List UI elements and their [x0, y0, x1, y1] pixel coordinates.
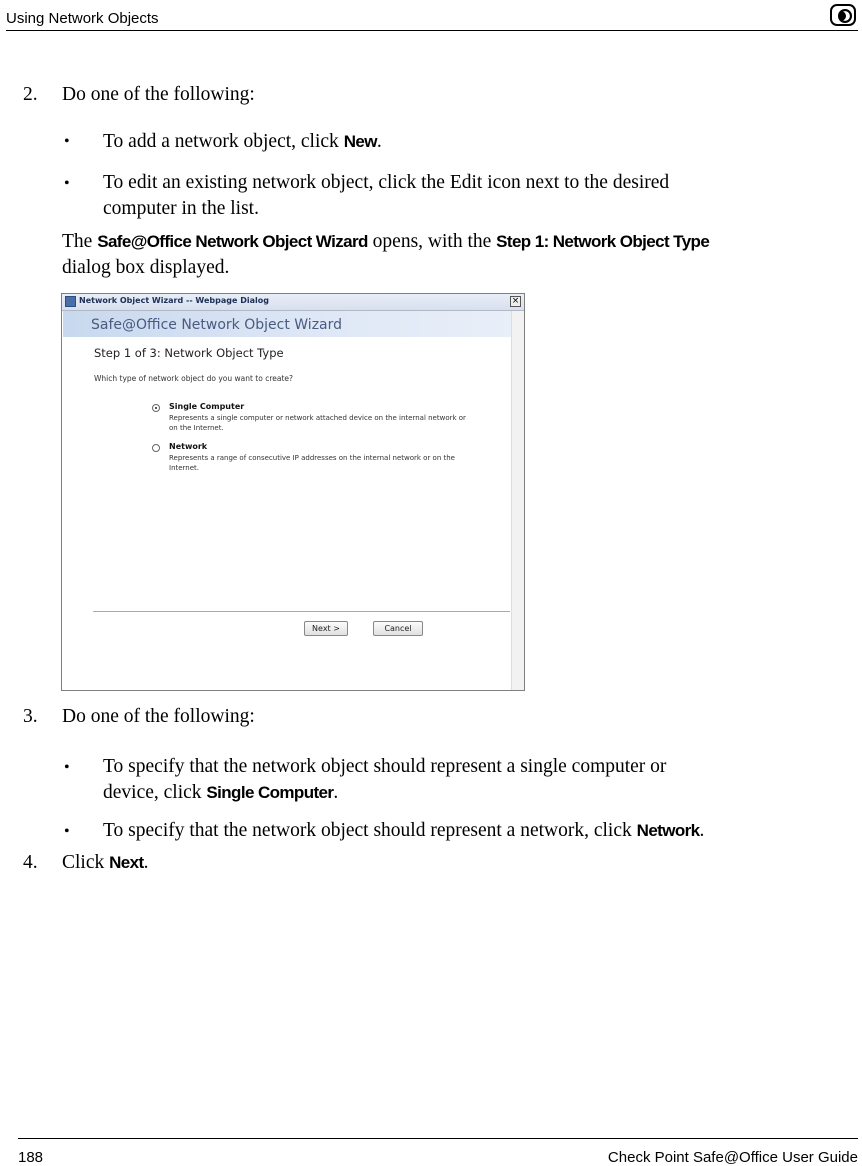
- ui-term-step1: Step 1: Network Object Type: [496, 232, 710, 251]
- guide-title: Check Point Safe@Office User Guide: [607, 1149, 858, 1166]
- step-number: 3.: [23, 706, 38, 727]
- option-title-network[interactable]: Network: [169, 442, 208, 451]
- bullet-icon: •: [64, 823, 70, 840]
- bullet-text: [103, 818, 853, 844]
- text-run: opens, with the: [367, 231, 497, 252]
- bullet-icon: •: [64, 133, 70, 150]
- wizard-step-title: Step 1 of 3: Network Object Type: [94, 346, 284, 360]
- dialog-titlebar: [62, 294, 524, 311]
- ui-term-next: Next: [109, 853, 144, 872]
- next-button[interactable]: Next >: [304, 621, 348, 636]
- text-run: To specify that the network object should represent a network, click: [103, 820, 637, 841]
- text-line: [62, 229, 852, 255]
- option-desc-network: Represents a range of consecutive IP addresses on the internal network or on the Internet.: [169, 454, 455, 472]
- text-line: computer in the list.: [103, 198, 259, 219]
- step-text: Do one of the following:: [62, 706, 255, 727]
- step-number: 2.: [23, 84, 38, 105]
- step-text: Do one of the following:: [62, 84, 255, 105]
- wizard-note: [62, 229, 852, 281]
- text-run: .: [376, 131, 382, 152]
- wizard-banner: [63, 311, 512, 337]
- text-run: To add a network object, click: [103, 131, 344, 152]
- cancel-button[interactable]: Cancel: [373, 621, 423, 636]
- bullet-text: [103, 754, 843, 806]
- close-icon[interactable]: ×: [511, 296, 520, 306]
- check-point-logo-icon: [830, 4, 856, 26]
- text-run: device, click: [103, 782, 207, 803]
- ui-term-wizard: Safe@Office Network Object Wizard: [97, 232, 368, 251]
- option-desc-single-computer: Represents a single computer or network attached device on the internal network or on the Internet.: [169, 414, 466, 432]
- text-run: Click: [62, 852, 110, 873]
- wizard-banner-title: Safe@Office Network Object Wizard: [91, 317, 343, 333]
- ui-term-network: Network: [636, 821, 700, 840]
- page-footer: [18, 1138, 858, 1164]
- bullet-icon: •: [64, 175, 70, 192]
- step-number: 4.: [23, 852, 38, 873]
- ie-window-icon: [65, 296, 76, 307]
- bullet-text: [103, 129, 382, 155]
- text-line: To edit an existing network object, click the Edit icon next to the desired: [103, 172, 670, 193]
- text-line: To specify that the network object should represent a single computer or: [103, 756, 667, 777]
- radio-network[interactable]: [152, 444, 160, 452]
- bullet-text: [103, 170, 843, 222]
- dialog-window-title: Network Object Wizard -- Webpage Dialog: [79, 296, 269, 305]
- scrollbar[interactable]: [511, 311, 524, 690]
- text-line: [103, 780, 843, 806]
- option-title-single-computer[interactable]: Single Computer: [169, 402, 245, 411]
- bullet-icon: •: [64, 759, 70, 776]
- radio-single-computer[interactable]: [152, 404, 160, 412]
- step-text: [62, 850, 148, 876]
- text-run: .: [143, 852, 149, 873]
- wizard-dialog-screenshot: [61, 293, 525, 691]
- page-header: [6, 8, 858, 31]
- text-run: The: [62, 231, 98, 252]
- ui-term-single-computer: Single Computer: [206, 783, 334, 802]
- text-run: .: [699, 820, 705, 841]
- header-title: Using Network Objects: [6, 10, 159, 27]
- text-line: dialog box displayed.: [62, 257, 230, 278]
- wizard-question: Which type of network object do you want to create?: [94, 374, 294, 383]
- ui-term-new: New: [343, 132, 377, 151]
- page-number: 188: [18, 1149, 44, 1166]
- text-run: .: [333, 782, 339, 803]
- divider: [93, 611, 510, 612]
